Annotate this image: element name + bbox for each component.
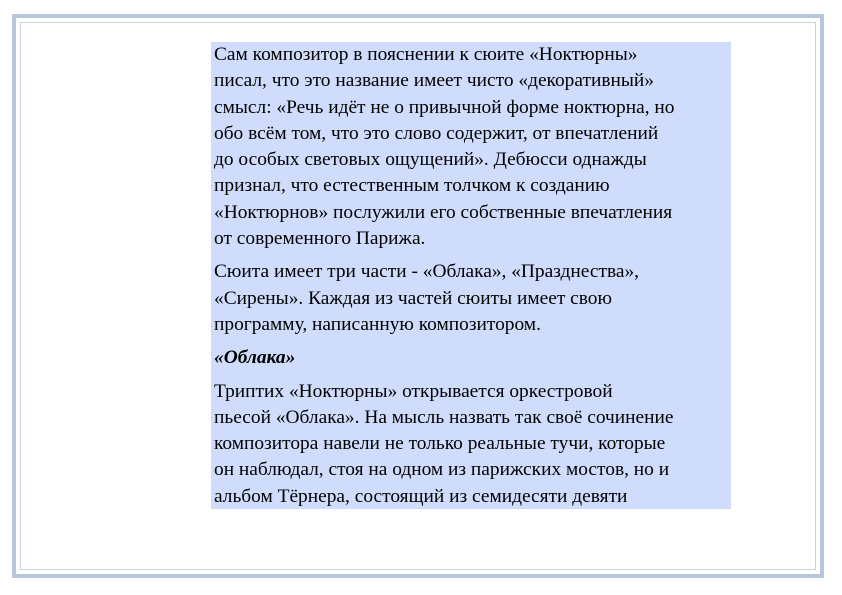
paragraph-clouds bbox=[214, 379, 728, 509]
text-line: «Сирены». Каждая из частей сюиты имеет свою bbox=[214, 287, 612, 309]
text-line: смысл: «Речь идёт не о привычной форме ноктюрна, но bbox=[214, 96, 675, 118]
text-line: композитора навели не только реальные тучи, которые bbox=[214, 433, 666, 455]
text-box bbox=[211, 42, 731, 509]
text-line: альбом Тёрнера, состоящий из семидесяти девяти bbox=[214, 485, 628, 507]
section-heading: «Облака» bbox=[214, 347, 296, 369]
text-line: он наблюдал, стоя на одном из парижских мостов, но и bbox=[214, 459, 670, 481]
text-line: писал, что это название имеет чисто «декоративный» bbox=[214, 70, 654, 92]
text-line: от современного Парижа. bbox=[214, 228, 426, 250]
text-line: Триптих «Ноктюрны» открывается оркестровой bbox=[214, 380, 613, 402]
text-line: до особых световых ощущений». Дебюсси однажды bbox=[214, 149, 647, 171]
paragraph-parts bbox=[214, 259, 728, 338]
paragraph-intro bbox=[214, 42, 728, 252]
text-line: обо всём том, что это слово содержит, от впечатлений bbox=[214, 122, 659, 144]
text-line: Сам композитор в пояснении к сюите «Ноктюрны» bbox=[214, 44, 638, 65]
text-line: признал, что естественным толчком к созданию bbox=[214, 175, 610, 197]
text-line: «Ноктюрнов» послужили его собственные впечатления bbox=[214, 201, 673, 223]
text-line: пьесой «Облака». На мысль назвать так своё сочинение bbox=[214, 406, 674, 428]
text-line: программу, написанную композитором. bbox=[214, 313, 541, 335]
text-line: Сюита имеет три части - «Облака», «Празднества», bbox=[214, 261, 640, 283]
